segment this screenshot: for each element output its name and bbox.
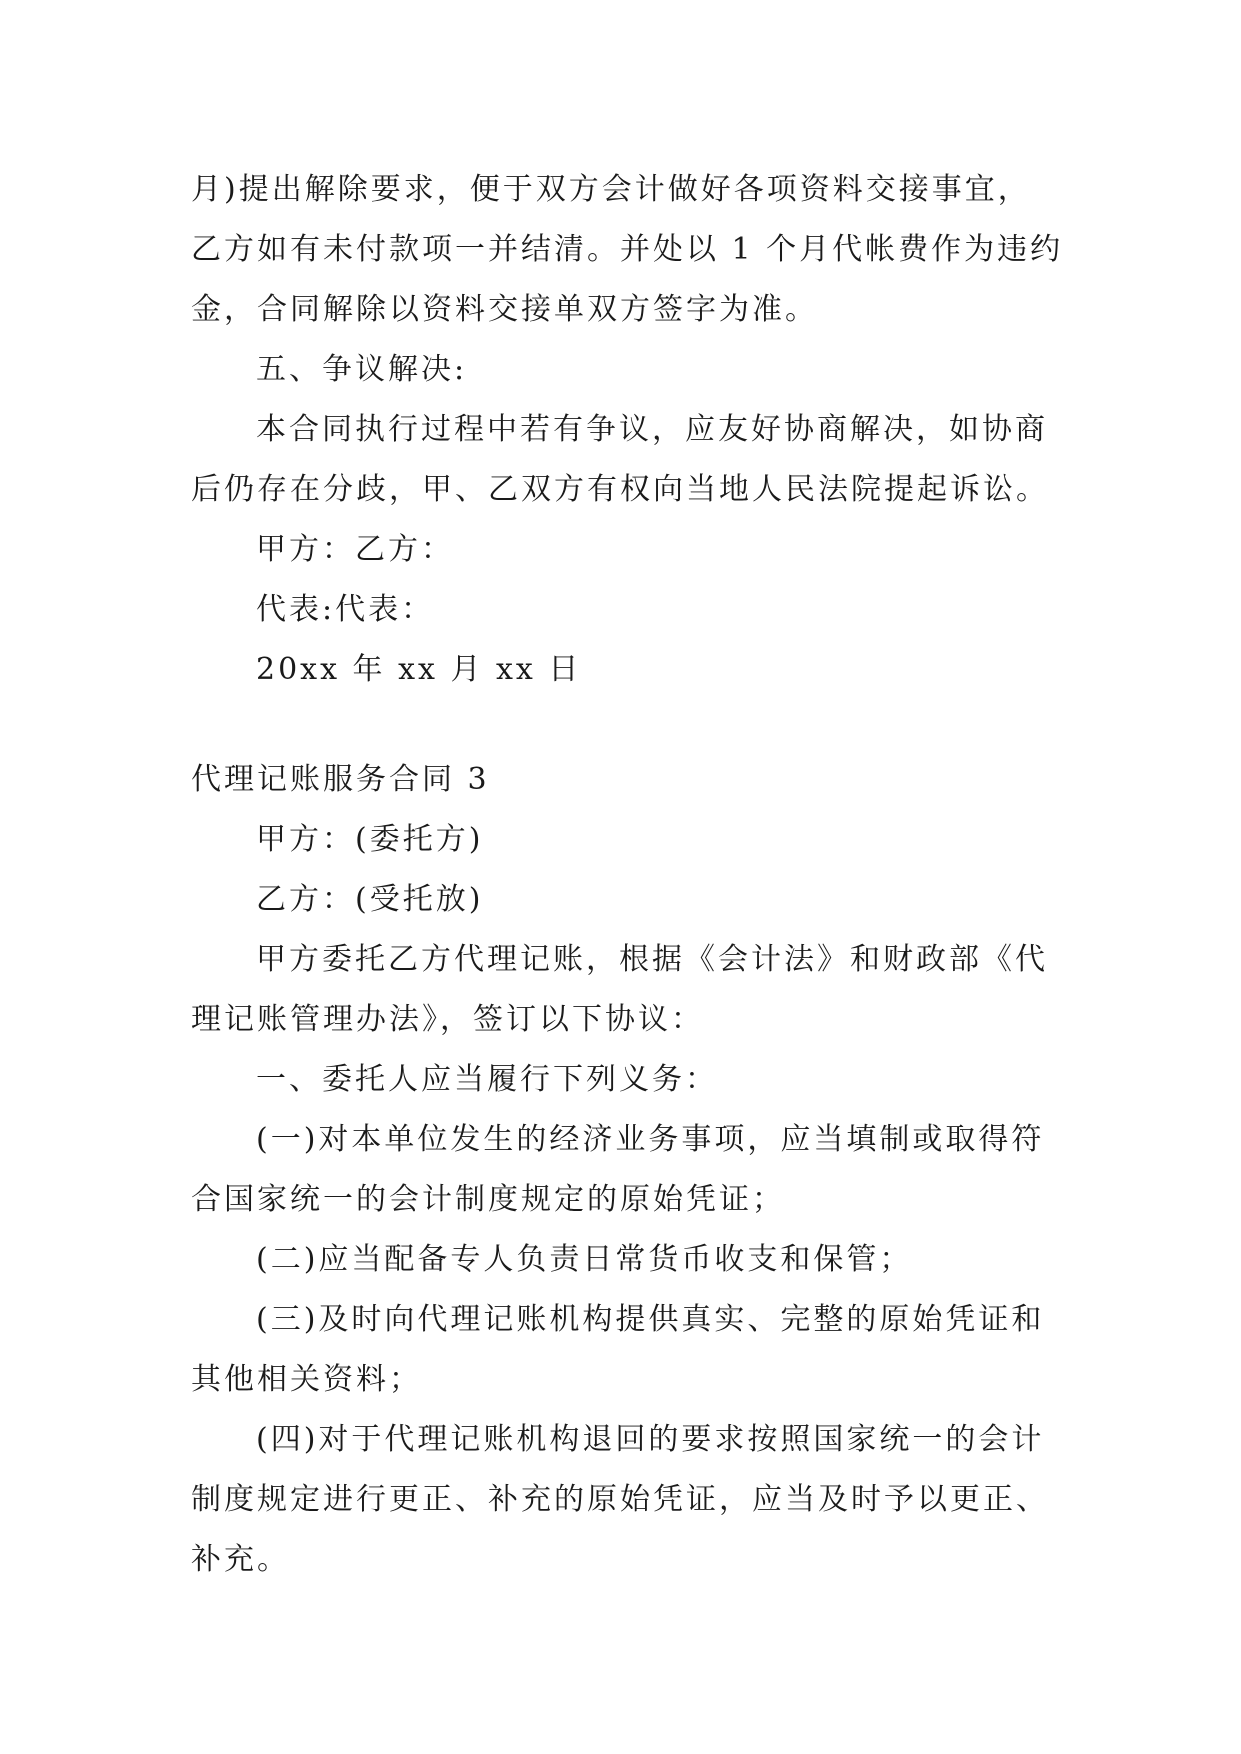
text-line: 补充。 [191, 1542, 290, 1577]
text-line: (二)应当配备专人负责日常货币收支和保管； [256, 1242, 913, 1277]
signature-date: 20xx 年 xx 月 xx 日 [256, 652, 582, 687]
text-line: 月)提出解除要求，便于双方会计做好各项资料交接事宜， [191, 172, 1031, 207]
contract-title: 代理记账服务合同 3 [191, 762, 490, 797]
text-line: 金，合同解除以资料交接单双方签字为准。 [191, 292, 818, 327]
text-line: 乙方如有未付款项一并结清。并处以 1 个月代帐费作为违约 [191, 232, 1064, 267]
text-line: 后仍存在分歧，甲、乙双方有权向当地人民法院提起诉讼。 [191, 472, 1049, 507]
signature-parties: 甲方：乙方： [256, 532, 454, 567]
text-line: 合国家统一的会计制度规定的原始凭证； [191, 1182, 785, 1217]
text-line: (四)对于代理记账机构退回的要求按照国家统一的会计 [256, 1422, 1045, 1457]
party-b: 乙方：(受托放) [256, 882, 484, 917]
text-line: 甲方委托乙方代理记账，根据《会计法》和财政部《代 [256, 942, 1048, 977]
signature-representatives: 代表:代表： [256, 592, 435, 627]
party-a: 甲方：(委托方) [256, 822, 484, 857]
section-gap [191, 700, 1053, 750]
text-line: 制度规定进行更正、补充的原始凭证，应当及时予以更正、 [191, 1482, 1049, 1517]
text-line: 理记账管理办法》，签订以下协议： [191, 1002, 704, 1037]
text-line: 本合同执行过程中若有争议，应友好协商解决，如协商 [256, 412, 1048, 447]
duties-heading: 一、委托人应当履行下列义务： [256, 1062, 718, 1097]
dispute-heading: 五、争议解决: [256, 352, 468, 387]
document-body [191, 160, 1064, 1590]
text-line: (三)及时向代理记账机构提供真实、完整的原始凭证和 [256, 1302, 1045, 1337]
text-line: 其他相关资料； [191, 1362, 422, 1397]
text-line: (一)对本单位发生的经济业务事项，应当填制或取得符 [256, 1122, 1045, 1157]
